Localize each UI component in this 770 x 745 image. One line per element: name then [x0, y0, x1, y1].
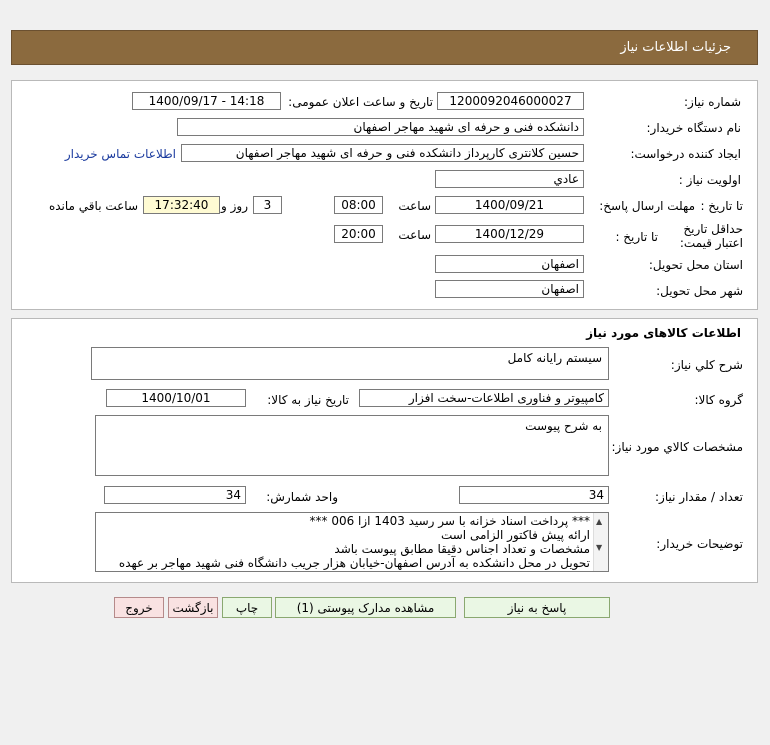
deadline-time-field: 08:00: [334, 196, 383, 214]
unit-label: واحد شمارش:: [266, 490, 338, 504]
buyer-org-label: نام دستگاه خریدار:: [646, 121, 741, 135]
buyer-notes-label: توضیحات خریدار:: [656, 537, 743, 551]
remaining-label: ساعت باقي مانده: [48, 199, 138, 213]
buyer-notes-scrollbar[interactable]: [593, 513, 608, 571]
qty-value: 34: [588, 488, 604, 502]
days-label: روز و: [221, 199, 248, 213]
group-label: گروه کالا:: [694, 393, 743, 407]
page-title: جزئیات اطلاعات نیاز: [620, 40, 731, 55]
buyer-contact-link[interactable]: اطلاعات تماس خریدار: [64, 147, 176, 161]
scroll-up-icon[interactable]: ▲: [596, 517, 603, 526]
scroll-down-icon[interactable]: ▼: [596, 543, 603, 552]
reply-button[interactable]: پاسخ به نیاز: [464, 597, 610, 618]
city-label: شهر محل تحویل:: [656, 284, 743, 298]
buyer-org-field: دانشکده فنی و حرفه ای شهید مهاجر اصفهان: [177, 118, 584, 136]
need-number-label: شماره نیاز:: [684, 95, 741, 109]
unit-field: [104, 486, 246, 504]
deadline-time-label: ساعت: [398, 199, 431, 213]
back-button[interactable]: بازگشت: [168, 597, 218, 618]
province-field: اصفهان: [435, 255, 584, 273]
qty-label: تعداد / مقدار نیاز:: [655, 490, 743, 504]
buyer-notes-line: مشخصات و تعداد اجناس دقیقا مطابق پیوست باشد: [334, 542, 590, 556]
deadline-label: مهلت ارسال پاسخ:: [599, 199, 695, 213]
announce-label: تاریخ و ساعت اعلان عمومی:: [288, 95, 433, 109]
general-desc-field: سیستم رایانه کامل: [91, 347, 609, 380]
province-label: استان محل تحویل:: [648, 258, 743, 272]
validity-to-date-label: تا تاریخ :: [615, 230, 658, 244]
requester-label: ایجاد کننده درخواست:: [630, 147, 741, 161]
exit-button[interactable]: خروج: [114, 597, 164, 618]
priority-label: اولویت نیاز :: [678, 173, 741, 187]
attachments-button[interactable]: مشاهده مدارک پیوستی (1): [275, 597, 456, 618]
need-date-field: 1400/10/01: [106, 389, 246, 407]
validity-date-field: 1400/12/29: [435, 225, 584, 243]
deadline-to-date-label: تا تاریخ :: [700, 199, 743, 213]
general-desc-label: شرح کلي نیاز:: [670, 358, 743, 372]
buyer-notes-line: ارائه پیش فاکتور الزامی است: [440, 528, 590, 542]
qty-field: [459, 486, 609, 504]
spec-label: مشخصات کالاي مورد نیاز:: [611, 440, 743, 454]
validity-time-field: 20:00: [334, 225, 383, 243]
need-number-field: 1200092046000027: [437, 92, 584, 110]
city-field: اصفهان: [435, 280, 584, 298]
deadline-date-field: 1400/09/21: [435, 196, 584, 214]
unit-value: 34: [225, 488, 241, 502]
validity-label-text: حداقل تاریخ اعتبار قیمت:: [679, 222, 743, 250]
goods-section-title: اطلاعات کالاهای مورد نیاز: [586, 326, 741, 340]
buyer-notes-field[interactable]: [95, 512, 609, 572]
buyer-notes-line: *** پرداخت اسناد خزانه با سر رسید 1403 ازا 006 ***: [309, 514, 590, 528]
print-button[interactable]: چاپ: [222, 597, 272, 618]
validity-label: [663, 222, 743, 250]
requester-field: حسین کلانتری کارپرداز دانشکده فنی و حرفه ای شهید مهاجر اصفهان: [181, 144, 584, 162]
announce-field: 1400/09/17 - 14:18: [132, 92, 281, 110]
details-panel: [11, 80, 758, 310]
days-field: 3: [253, 196, 282, 214]
remaining-time-field: 17:32:40: [143, 196, 220, 214]
spec-field: به شرح پیوست: [95, 415, 609, 476]
buyer-notes-line: تحویل در محل دانشکده به آدرس اصفهان-خیابان هزار جریب دانشگاه فنی شهید مهاجر بر عهده: [118, 556, 590, 570]
validity-time-label: ساعت: [398, 228, 431, 242]
need-date-label: تاریخ نیاز به کالا:: [267, 393, 349, 407]
page-header: [11, 30, 758, 65]
priority-field: عادي: [435, 170, 584, 188]
group-field: کامپیوتر و فناوری اطلاعات-سخت افزار: [359, 389, 609, 407]
